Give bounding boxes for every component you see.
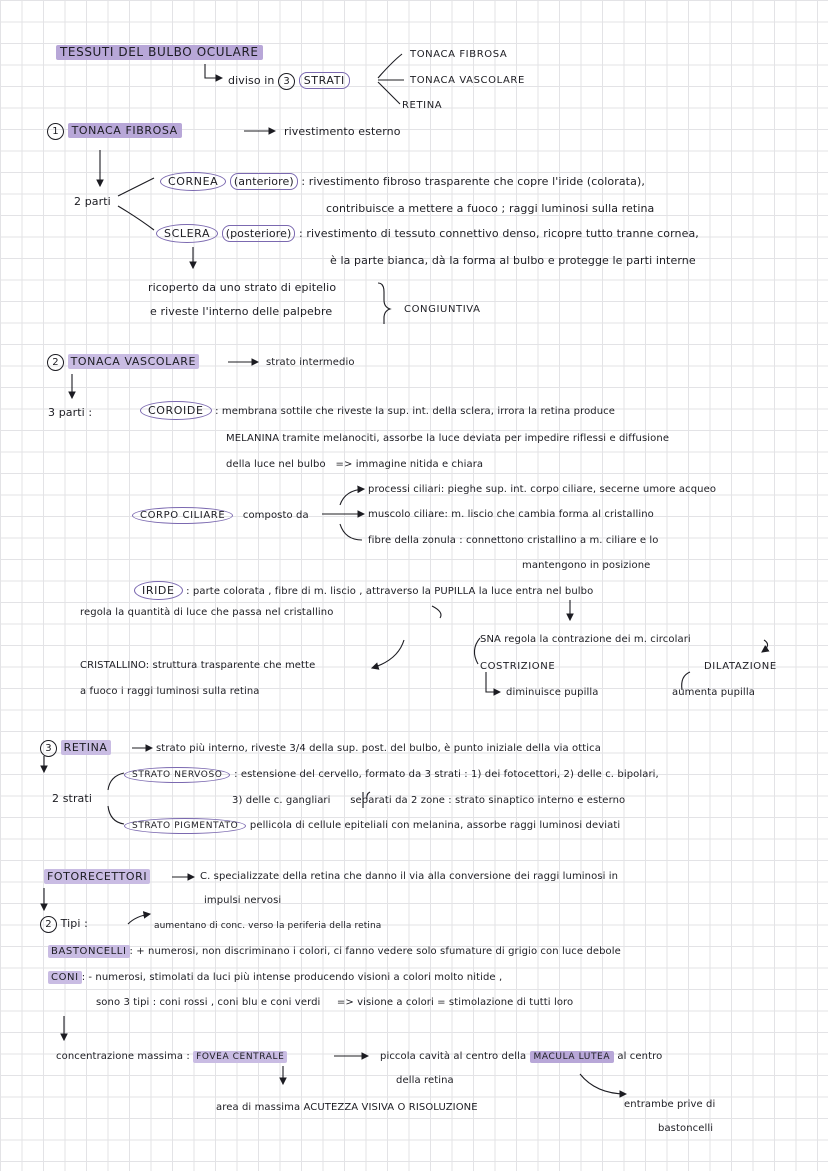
cornea-desc-2: contribuisce a mettere a fuoco ; raggi luminosi sulla retina	[326, 202, 655, 215]
ciliare-row	[132, 508, 309, 522]
cong-line-2: e riveste l'interno delle palpebre	[150, 305, 333, 318]
tipi-number: 2	[40, 916, 57, 933]
fovea-desc-2: della retina	[396, 1075, 454, 1086]
layer-item: TONACA FIBROSA	[410, 49, 508, 60]
nervoso-row	[124, 767, 659, 782]
section-title: TONACA VASCOLARE	[68, 354, 199, 369]
number-badge: 3	[278, 73, 295, 90]
coroide-desc-3: della luce nel bulbo => immagine nitida e chiara	[226, 459, 484, 470]
macula-label: MACULA LUTEA	[530, 1051, 615, 1063]
ciliare-composed: composto da	[242, 510, 309, 521]
cornea-position: (anteriore)	[230, 173, 298, 190]
layer-item: TONACA VASCOLARE	[410, 75, 525, 86]
iride-row	[134, 584, 593, 598]
section-number: 1	[47, 123, 64, 140]
cornea-row	[160, 175, 645, 188]
tipi-note: aumentano di conc. verso la periferia della retina	[154, 921, 382, 931]
s3-desc: strato più interno, riveste 3/4 della sup. post. del bulbo, è punto iniziale della via ottica	[156, 743, 601, 754]
costrizione-desc: diminuisce pupilla	[506, 687, 599, 698]
acutezza: area di massima ACUTEZZA VISIVA O RISOLUZIONE	[216, 1102, 478, 1113]
cristallino-2: a fuoco i raggi luminosi sulla retina	[80, 686, 260, 697]
intro-line: diviso in 3 STRATI	[228, 73, 350, 90]
foto-desc-2: impulsi nervosi	[204, 895, 282, 906]
coroide-label: COROIDE	[140, 401, 212, 420]
tipi-label: Tipi :	[60, 917, 88, 930]
s1-desc: rivestimento esterno	[284, 125, 401, 138]
s1-parts: 2 parti	[74, 195, 111, 208]
sna-line: SNA regola la contrazione dei m. circolari	[480, 634, 691, 645]
fovea-label: FOVEA CENTRALE	[193, 1051, 287, 1063]
section-number: 2	[47, 354, 64, 371]
cornea-label: CORNEA	[160, 172, 226, 191]
section-title: RETINA	[61, 740, 111, 755]
foto-desc-1: C. specializzate della retina che danno il via alla conversione dei raggi luminosi in	[200, 871, 619, 882]
sclera-label: SCLERA	[156, 224, 218, 243]
coni-label: CONI	[48, 971, 82, 984]
fotorecettori-title: FOTORECETTORI	[44, 869, 150, 884]
cristallino-1: CRISTALLINO: struttura trasparente che mette	[80, 660, 316, 671]
iride-desc: : parte colorata , fibre di m. liscio , attraverso la PUPILLA la luce entra nel bulbo	[186, 586, 594, 597]
coroide-desc: : membrana sottile che riveste la sup. int. della sclera, irrora la retina produce	[215, 406, 616, 417]
section-title: TONACA FIBROSA	[68, 123, 182, 138]
coroide-row	[140, 404, 615, 418]
iride-desc-2: regola la quantità di luce che passa nel cristallino	[80, 607, 334, 618]
pigmentato-row	[124, 818, 620, 833]
coni-desc: : - numerosi, stimolati da luci più intense producendo visioni a colori molto nitide ,	[81, 972, 503, 983]
cong-line-1: ricoperto da uno strato di epitelio	[148, 281, 337, 294]
sclera-desc-2: è la parte bianca, dà la forma al bulbo e protegge le parti interne	[330, 254, 696, 267]
nervoso-desc-2: 3) delle c. gangliari separati da 2 zone : strato sinaptico interno e esterno	[232, 795, 626, 806]
ciliare-a: processi ciliari: pieghe sup. int. corpo ciliare, secerne umore acqueo	[368, 484, 717, 495]
ciliare-d: mantengono in posizione	[522, 560, 651, 571]
sclera-position: (posteriore)	[222, 225, 296, 242]
prive-1: entrambe prive di	[624, 1099, 716, 1110]
nervoso-desc: : estensione del cervello, formato da 3 strati : 1) dei fotocettori, 2) delle c. bipolari,	[234, 769, 659, 780]
s3-parts: 2 strati	[52, 792, 92, 805]
strati-label: STRATI	[299, 72, 350, 89]
ciliare-b: muscolo ciliare: m. liscio che cambia forma al cristallino	[368, 509, 654, 520]
section-number: 3	[40, 740, 57, 757]
sclera-desc: : rivestimento di tessuto connettivo denso, ricopre tutto tranne cornea,	[298, 227, 699, 240]
fovea-desc: piccola cavità al centro della MACULA LUTEA al centro	[380, 1051, 663, 1062]
prive-2: bastoncelli	[658, 1123, 714, 1134]
costrizione-label: COSTRIZIONE	[480, 661, 556, 672]
section-1-heading	[47, 123, 182, 140]
dilatazione-desc: aumenta pupilla	[672, 687, 755, 698]
section-3-heading	[40, 740, 111, 757]
bastoncelli-row	[48, 944, 621, 958]
ciliare-c: fibre della zonula : connettono cristallino a m. ciliare e lo	[368, 535, 659, 546]
tipi-row	[40, 916, 88, 933]
cornea-desc: : rivestimento fibroso trasparente che copre l'iride (colorata),	[301, 175, 645, 188]
iride-label: IRIDE	[134, 581, 183, 600]
coroide-desc-2: MELANINA tramite melanociti, assorbe la luce deviata per impedire riflessi e diffusione	[226, 433, 670, 444]
coni-desc-2: sono 3 tipi : coni rossi , coni blu e coni verdi => visione a colori = stimolazione di tutti loro	[96, 997, 574, 1008]
dilatazione-label: DILATAZIONE	[704, 661, 777, 672]
conc-row: concentrazione massima : FOVEA CENTRALE	[56, 1050, 287, 1064]
section-2-heading	[47, 354, 199, 371]
ciliare-label: CORPO CILIARE	[132, 507, 233, 524]
s2-parts: 3 parti :	[48, 406, 93, 419]
nervoso-label: STRATO NERVOSO	[124, 767, 230, 783]
bastoncelli-label: BASTONCELLI	[48, 945, 130, 958]
sclera-row	[156, 227, 699, 240]
s2-desc: strato intermedio	[266, 357, 355, 368]
pigmentato-desc: pellicola di cellule epiteliali con melanina, assorbe raggi luminosi deviati	[249, 820, 621, 831]
bastoncelli-desc: : + numerosi, non discriminano i colori, ci fanno vedere solo sfumature di grigio con luce debole	[129, 946, 621, 957]
pigmentato-label: STRATO PIGMENTATO	[124, 818, 246, 834]
page-title: TESSUTI DEL BULBO OCULARE	[56, 45, 263, 60]
congiuntiva-label: CONGIUNTIVA	[404, 304, 481, 315]
layer-item: RETINA	[402, 100, 443, 111]
coni-row	[48, 970, 502, 984]
